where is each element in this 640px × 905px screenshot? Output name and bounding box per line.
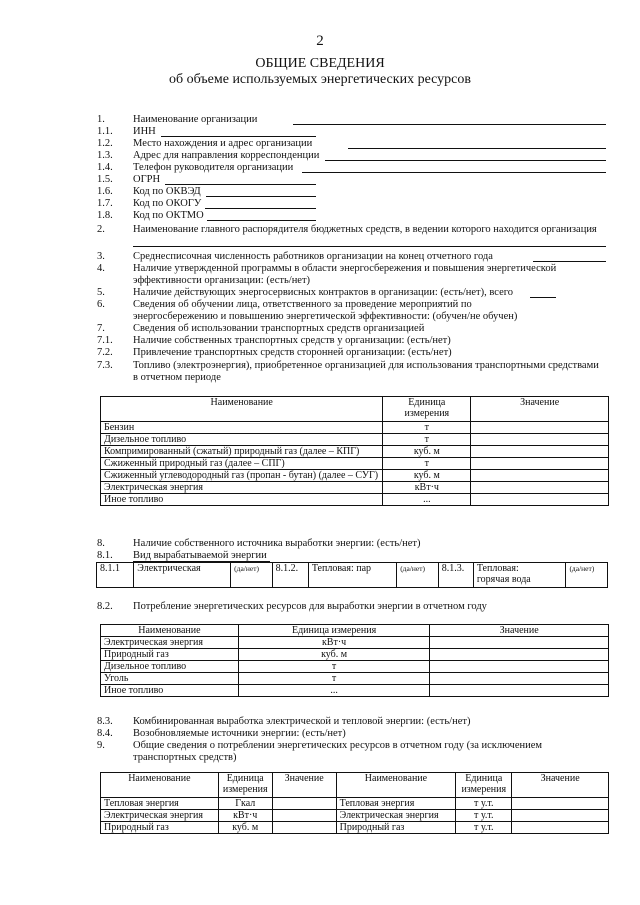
table-row	[97, 563, 608, 588]
table-cell: куб. м	[383, 446, 471, 458]
item-text: Наличие собственного источника выработки энергии: (есть/нет)	[133, 538, 421, 549]
header-cell: Значение	[430, 625, 609, 637]
table-cell: т	[383, 434, 471, 446]
value-cell[interactable]	[471, 482, 609, 494]
item-text: Сведения об обучении лица, ответственного за проведение мероприятий по	[133, 299, 472, 310]
item-text: Возобновляемые источники энергии: (есть/нет)	[133, 728, 346, 739]
table-cell: куб. м	[383, 470, 471, 482]
cell: 8.1.3.	[438, 563, 473, 588]
table-row	[101, 637, 609, 649]
fill-in-line[interactable]	[530, 297, 556, 298]
item-number: 3.	[97, 251, 105, 262]
item-number: 1.5.	[97, 174, 113, 185]
item-number: 2.	[97, 224, 105, 235]
item-text: Телефон руководителя организации	[133, 162, 294, 173]
table-cell: Уголь	[101, 673, 239, 685]
value-cell[interactable]	[272, 810, 336, 822]
table-header-row	[101, 773, 609, 798]
table-cell: Природный газ	[336, 822, 456, 834]
fill-in-line[interactable]	[206, 196, 316, 197]
item-text: ИНН	[133, 126, 156, 137]
item-number: 1.1.	[97, 126, 113, 137]
item-number: 4.	[97, 263, 105, 274]
table-row	[101, 673, 609, 685]
table-cell: т	[238, 673, 430, 685]
table-header-row	[101, 397, 609, 422]
table-cell: т	[238, 661, 430, 673]
table-cell: Компримированный (сжатый) природный газ (далее – КПГ)	[101, 446, 383, 458]
item-text: Наличие утвержденной программы в области энергосбережения и повышения энергетической	[133, 263, 557, 274]
table-cell: ...	[383, 494, 471, 506]
cell: (да/нет)	[397, 563, 439, 588]
item-text: Привлечение транспортных средств сторонней организации: (есть/нет)	[133, 347, 452, 358]
header-cell: Наименование	[336, 773, 456, 798]
fill-in-line[interactable]	[293, 124, 606, 125]
item-text: Наименование организации	[133, 114, 258, 125]
value-cell[interactable]	[471, 470, 609, 482]
value-cell[interactable]	[430, 673, 609, 685]
item-text: ОГРН	[133, 174, 161, 185]
cell: (да/нет)	[231, 563, 273, 588]
table-cell: Бензин	[101, 422, 383, 434]
table-row	[101, 649, 609, 661]
item-number: 7.1.	[97, 335, 113, 346]
item-text: Топливо (электроэнергия), приобретенное организацией для использования транспортными средствами	[133, 360, 599, 371]
energy-type-table	[96, 562, 608, 588]
header-cell: Наименование	[101, 773, 219, 798]
item-number: 8.3.	[97, 716, 113, 727]
table-row	[101, 482, 609, 494]
header-cell: Единица измерения	[238, 625, 430, 637]
value-cell[interactable]	[512, 810, 609, 822]
table-cell: ...	[238, 685, 430, 697]
value-cell[interactable]	[471, 458, 609, 470]
table-cell: Природный газ	[101, 649, 239, 661]
table-row	[101, 458, 609, 470]
table-cell: Тепловая энергия	[336, 798, 456, 810]
header-cell: Единица измерения	[456, 773, 512, 798]
page-number: 2	[316, 33, 324, 49]
page-title: ОБЩИЕ СВЕДЕНИЯ	[255, 56, 385, 71]
header-cell: Значение	[512, 773, 609, 798]
header-cell: Наименование	[101, 397, 383, 422]
table-header-row	[101, 625, 609, 637]
header-cell: Единица измерения	[218, 773, 272, 798]
table-cell: Электрическая энергия	[101, 482, 383, 494]
item-text: Потребление энергетических ресурсов для выработки энергии в отчетном году	[133, 601, 487, 612]
item-text: транспортных средств)	[133, 752, 237, 763]
table-cell: куб. м	[218, 822, 272, 834]
item-number: 1.4.	[97, 162, 113, 173]
table-cell: Дизельное топливо	[101, 434, 383, 446]
table-cell: Иное топливо	[101, 685, 239, 697]
value-cell[interactable]	[471, 494, 609, 506]
header-cell: Наименование	[101, 625, 239, 637]
table-row	[101, 822, 609, 834]
page-subtitle: об объеме используемых энергетических ресурсов	[169, 72, 471, 87]
item-text: Место нахождения и адрес организации	[133, 138, 313, 149]
table-cell: Сжиженный природный газ (далее – СПГ)	[101, 458, 383, 470]
fill-in-line[interactable]	[325, 160, 606, 161]
cell: Электрическая	[134, 563, 231, 588]
table-cell: Тепловая энергия	[101, 798, 219, 810]
fill-in-line[interactable]	[533, 261, 606, 262]
table-cell: т у.т.	[456, 810, 512, 822]
item-text: эффективности организации: (есть/нет)	[133, 275, 311, 286]
table-row	[101, 798, 609, 810]
table-row	[101, 661, 609, 673]
table-cell: Иное топливо	[101, 494, 383, 506]
item-number: 5.	[97, 287, 105, 298]
item-text: Общие сведения о потреблении энергетических ресурсов в отчетном году (за исключением	[133, 740, 543, 751]
item-text: Код по ОКТМО	[133, 210, 204, 221]
table-cell: т	[383, 422, 471, 434]
table-row	[101, 446, 609, 458]
item-number: 9.	[97, 740, 105, 751]
table-cell: Дизельное топливо	[101, 661, 239, 673]
fill-in-line[interactable]	[207, 220, 316, 221]
item-text: энергосбережению и повышению энергетической эффективности: (обучен/не обучен)	[133, 311, 518, 322]
value-cell[interactable]	[430, 649, 609, 661]
cell	[473, 563, 566, 588]
cell: 8.1.2.	[272, 563, 308, 588]
value-cell[interactable]	[272, 798, 336, 810]
table-cell: Природный газ	[101, 822, 219, 834]
fill-in-line[interactable]	[302, 172, 606, 173]
table-cell: т у.т.	[456, 798, 512, 810]
table-cell: Электрическая энергия	[101, 810, 219, 822]
item-number: 1.3.	[97, 150, 113, 161]
item-number: 1.6.	[97, 186, 113, 197]
fill-in-line[interactable]	[205, 208, 316, 209]
table-row	[101, 810, 609, 822]
item-text: Вид вырабатываемой энергии	[133, 550, 267, 561]
cell: (да/нет)	[566, 563, 608, 588]
table-row	[101, 494, 609, 506]
value-cell[interactable]	[512, 798, 609, 810]
cell: 8.1.1	[97, 563, 134, 588]
table-cell: кВт·ч	[238, 637, 430, 649]
value-cell[interactable]	[471, 422, 609, 434]
table-cell: куб. м	[238, 649, 430, 661]
item-number: 1.2.	[97, 138, 113, 149]
table-cell: т у.т.	[456, 822, 512, 834]
item-number: 7.3.	[97, 360, 113, 371]
header-cell: Единица измерения	[383, 397, 471, 422]
item-number: 1.	[97, 114, 105, 125]
item-number: 7.2.	[97, 347, 113, 358]
table-row	[101, 470, 609, 482]
fill-in-line[interactable]	[165, 184, 316, 185]
item-text: Наименование главного распорядителя бюджетных средств, в ведении которого находится организация	[133, 224, 597, 235]
item-number: 8.4.	[97, 728, 113, 739]
item-text: Наличие действующих энергосервисных контрактов в организации: (есть/нет), всего	[133, 287, 514, 298]
item-text: Код по ОКВЭД	[133, 186, 201, 197]
table-row	[101, 434, 609, 446]
value-cell[interactable]	[512, 822, 609, 834]
table-cell: Электрическая энергия	[336, 810, 456, 822]
item-number: 7.	[97, 323, 105, 334]
table-cell: т	[383, 458, 471, 470]
header-cell: Значение	[471, 397, 609, 422]
item-text: Сведения об использовании транспортных средств организацией	[133, 323, 425, 334]
cell: Тепловая: пар	[308, 563, 396, 588]
header-cell: Значение	[272, 773, 336, 798]
fuel-table	[100, 396, 609, 506]
table-cell: кВт·ч	[383, 482, 471, 494]
fill-in-line[interactable]	[133, 246, 606, 247]
generation-table	[100, 624, 609, 697]
table-cell: Сжиженный углеводородный газ (пропан - бутан) (далее – СУГ)	[101, 470, 383, 482]
fill-in-line[interactable]	[161, 136, 316, 137]
fill-in-line[interactable]	[348, 148, 606, 149]
item-number: 8.1.	[97, 550, 113, 561]
cell-line: Тепловая:	[476, 563, 519, 574]
table-cell: Электрическая энергия	[101, 637, 239, 649]
table-cell: Гкал	[218, 798, 272, 810]
item-text: Адрес для направления корреспонденции	[133, 150, 320, 161]
cell-line: горячая вода	[476, 574, 531, 585]
table-row	[101, 685, 609, 697]
value-cell[interactable]	[430, 685, 609, 697]
item-text: в отчетном периоде	[133, 372, 221, 383]
item-text: Среднесписочная численность работников организации на конец отчетного года	[133, 251, 493, 262]
item-number: 6.	[97, 299, 105, 310]
item-number: 1.7.	[97, 198, 113, 209]
item-text: Наличие собственных транспортных средств у организации: (есть/нет)	[133, 335, 451, 346]
item-number: 1.8.	[97, 210, 113, 221]
value-cell[interactable]	[471, 434, 609, 446]
item-text: Комбинированная выработка электрической и тепловой энергии: (есть/нет)	[133, 716, 471, 727]
item-text: Код по ОКОГУ	[133, 198, 202, 209]
item-number: 8.	[97, 538, 105, 549]
value-cell[interactable]	[430, 661, 609, 673]
item-number: 8.2.	[97, 601, 113, 612]
value-cell[interactable]	[430, 637, 609, 649]
table-row	[101, 422, 609, 434]
consumption-table	[100, 772, 609, 834]
value-cell[interactable]	[471, 446, 609, 458]
value-cell[interactable]	[272, 822, 336, 834]
table-cell: кВт·ч	[218, 810, 272, 822]
